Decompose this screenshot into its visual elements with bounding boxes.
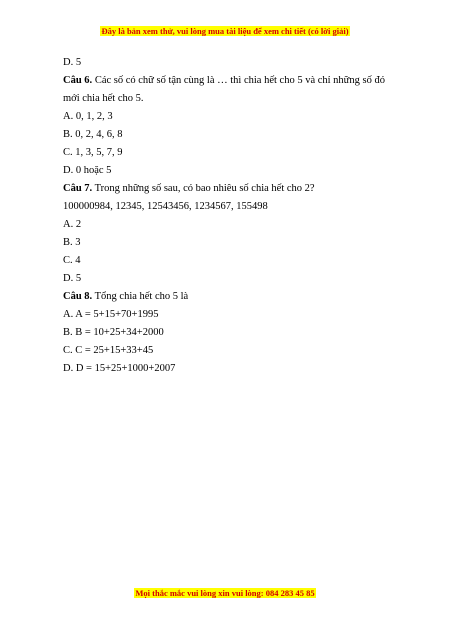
answer-option: B. 3 [63,237,81,248]
question-label: Câu 6. [63,75,93,86]
answer-option: D. 5 [63,273,82,284]
answer-option: C. 4 [63,255,81,266]
preview-notice-banner [0,26,450,37]
preview-notice-text: Đây là bản xem thử, vui lòng mua tài liệu để xem chi tiết (có lời giải) [101,26,349,36]
question-label: Câu 8. [63,291,93,302]
answer-option: B. B = 10+25+34+2000 [63,327,164,338]
question-7 [63,180,393,198]
answer-option: A. A = 5+15+70+1995 [63,309,159,320]
answer-option: C. 1, 3, 5, 7, 9 [63,147,123,158]
document-body [63,54,393,378]
question-text: Tổng chia hết cho 5 là [92,291,189,302]
answer-option: D. 0 hoặc 5 [63,165,112,176]
question-6 [63,72,393,108]
answer-option: A. 2 [63,219,82,230]
question-8 [63,288,393,306]
answer-option: C. C = 25+15+33+45 [63,345,154,356]
number-list: 100000984, 12345, 12543456, 1234567, 155498 [63,201,268,212]
answer-option: A. 0, 1, 2, 3 [63,111,113,122]
answer-option: D. D = 15+25+1000+2007 [63,363,176,374]
question-text: Các số có chữ số tận cùng là … thì chia hết cho 5 và chỉ những số đó mới chia hết cho 5. [63,75,385,104]
question-text: Trong những số sau, có bao nhiêu số chia hết cho 2? [92,183,315,194]
question-label: Câu 7. [63,183,93,194]
contact-text: Mọi thắc mắc vui lòng xin vui lòng: 084 283 45 85 [135,588,315,598]
answer-option: B. 0, 2, 4, 6, 8 [63,129,123,140]
answer-option: D. 5 [63,57,82,68]
contact-banner [0,588,450,599]
